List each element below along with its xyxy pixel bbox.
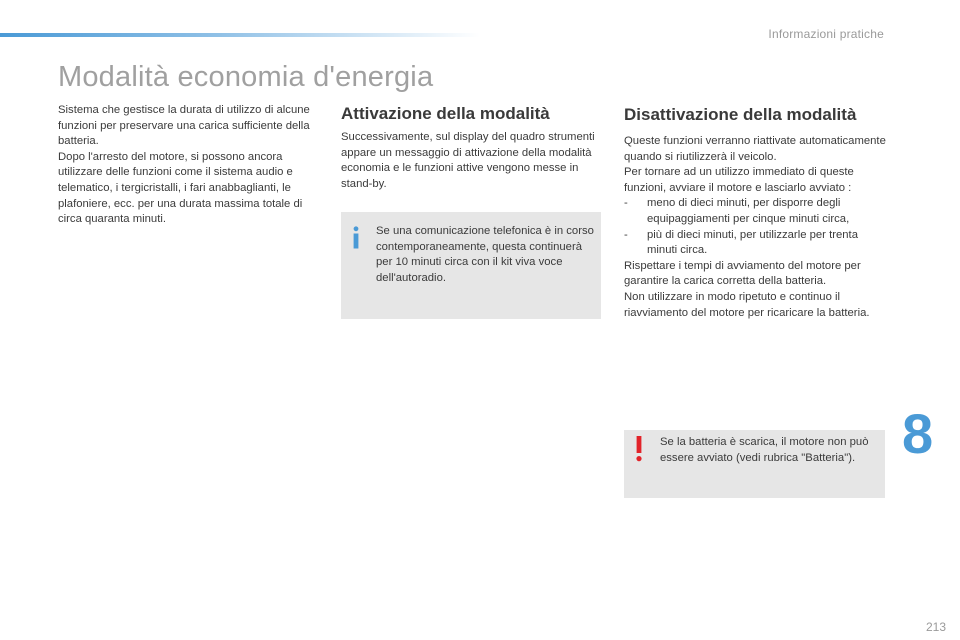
activation-column	[341, 104, 603, 192]
warning-icon	[634, 436, 644, 462]
deactivation-paragraph: Per tornare ad un utilizzo immediato di queste funzioni, avviare il motore e lasciarlo avviato :	[624, 166, 854, 194]
warning-note-text: Se la batteria è scarica, il motore non può essere avviato (vedi rubrica "Batteria").	[660, 436, 869, 464]
page-title: Modalità economia d'energia	[58, 61, 434, 93]
deactivation-heading: Disattivazione della modalità	[624, 105, 857, 124]
info-note-text: Se una comunicazione telefonica è in corso contemporaneamente, questa continuerà per 10 minuti circa con il kit viva voce dell'autoradio.	[376, 225, 594, 284]
list-dash: -	[624, 197, 628, 210]
list-dash: -	[624, 228, 628, 241]
section-title: Informazioni pratiche	[768, 27, 884, 41]
header-accent-bar	[0, 33, 480, 37]
deactivation-paragraph: Non utilizzare in modo ripetuto e continuo il riavviamento del motore per ricaricare la batteria.	[624, 290, 870, 319]
page-number: 213	[925, 620, 946, 634]
list-item-text: meno di dieci minuti, per disporre degli equipaggiamenti per cinque minuti circa,	[647, 197, 850, 225]
intro-paragraph: Dopo l'arresto del motore, si possono ancora utilizzare delle funzioni come il sistema audio e telematico, i tergicristalli, i fari anabbaglianti, le plafoniere, ecc. per una durata massima totale di circa quaranta minuti.	[58, 150, 303, 226]
chapter-number: 8	[902, 402, 934, 465]
list-item	[624, 228, 886, 259]
list-item-text: più di dieci minuti, per utilizzarle per trenta minuti circa.	[647, 228, 858, 257]
intro-paragraph: Sistema che gestisce la durata di utilizzo di alcune funzioni per preservare una carica sufficiente della batteria.	[58, 104, 310, 148]
intro-column	[58, 103, 320, 228]
warning-note-box	[624, 430, 885, 498]
info-icon	[351, 226, 361, 250]
activation-paragraph: Successivamente, sul display del quadro strumenti appare un messaggio di attivazione della modalità economia e le funzioni attive vengono messe in stand-by.	[341, 131, 595, 190]
deactivation-paragraph: Rispettare i tempi di avviamento del motore per garantire la carica corretta della batteria.	[624, 259, 861, 288]
info-note-box	[341, 212, 601, 319]
deactivation-column	[624, 105, 886, 321]
deactivation-paragraph: Queste funzioni verranno riattivate automaticamente quando si riutilizzerà il veicolo.	[624, 135, 886, 163]
deactivation-list	[624, 196, 886, 258]
activation-heading: Attivazione della modalità	[341, 104, 550, 123]
list-item	[624, 196, 886, 227]
